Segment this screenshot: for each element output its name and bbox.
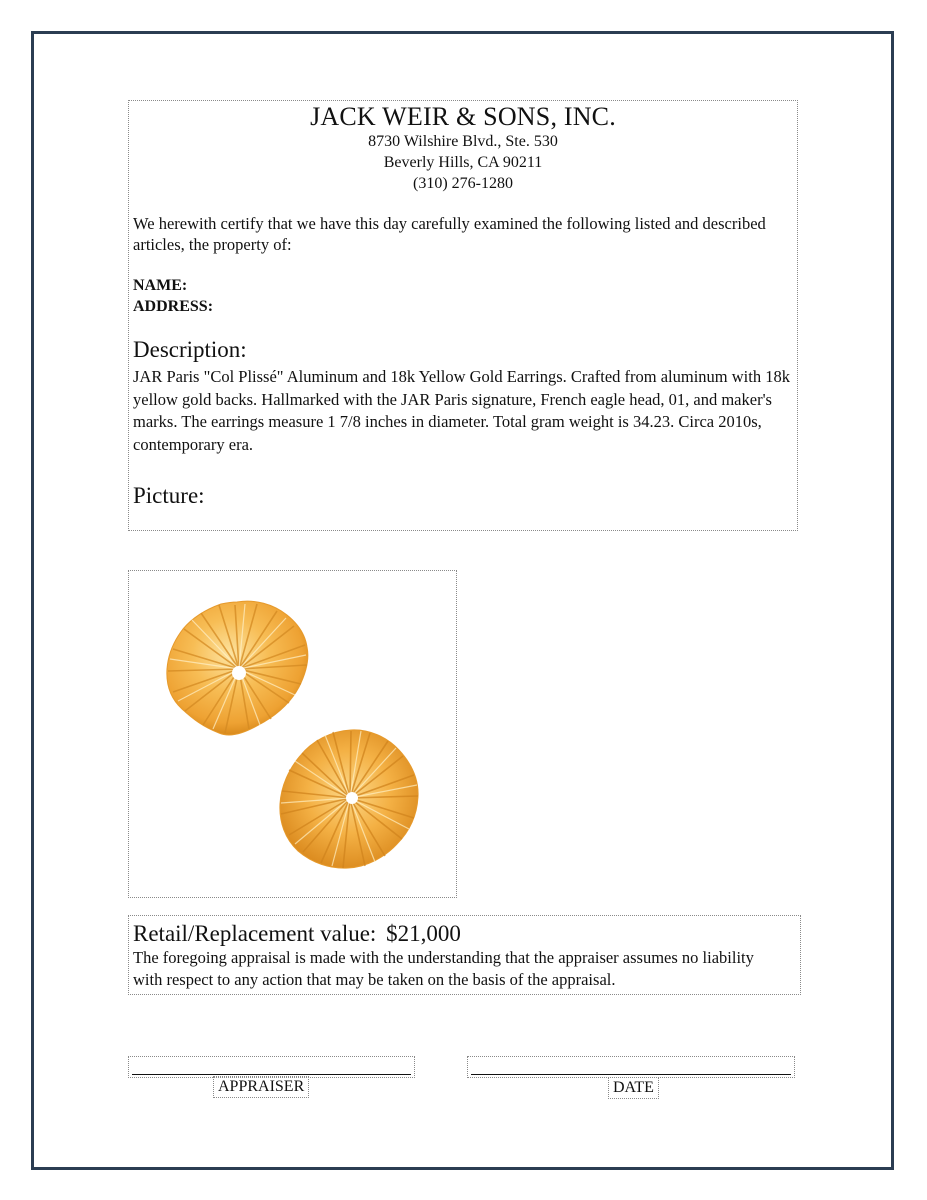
description-text: JAR Paris "Col Plissé" Aluminum and 18k Yellow Gold Earrings. Crafted from aluminum with 18k yellow gold backs. Hallmarked with the JAR Paris signature, French eagle head, 01, and maker's marks. The earrings measure 1 7/8 inches in diameter. Total gram weight is 34.23. Circa 2010s, contemporary era. (133, 367, 790, 454)
date-signature-rule (471, 1074, 791, 1075)
description-heading: Description: (133, 337, 247, 362)
appraiser-label: APPRAISER (213, 1076, 309, 1098)
company-name: JACK WEIR & SONS, INC. (310, 102, 616, 131)
company-address-line1: 8730 Wilshire Blvd., Ste. 530 (368, 133, 558, 150)
date-label: DATE (608, 1077, 659, 1099)
earrings-photo (128, 570, 457, 898)
appraiser-signature-line (128, 1056, 415, 1078)
appraisal-header-section (128, 100, 798, 531)
earring-bottom-right (280, 730, 418, 868)
valuation-section (128, 915, 801, 995)
picture-heading: Picture: (133, 483, 205, 508)
owner-address-label: ADDRESS: (133, 298, 214, 315)
company-phone: (310) 276-1280 (413, 175, 513, 192)
appraisal-disclaimer: The foregoing appraisal is made with the understanding that the appraiser assumes no liability with respect to any action that may be taken on the basis of the appraisal. (133, 948, 754, 989)
earrings-image (129, 571, 456, 897)
company-address-line2: Beverly Hills, CA 90211 (383, 154, 543, 171)
earring-top-left (167, 601, 308, 735)
owner-name-label: NAME: (133, 277, 188, 294)
retail-value-line (133, 920, 796, 947)
certification-statement: We herewith certify that we have this day carefully examined the following listed and described articles, the property of: (133, 214, 766, 254)
retail-value-label: Retail/Replacement value: (133, 921, 377, 946)
appraiser-signature-rule (132, 1074, 411, 1075)
date-signature-line (467, 1056, 795, 1078)
retail-value-amount: $21,000 (386, 921, 461, 946)
